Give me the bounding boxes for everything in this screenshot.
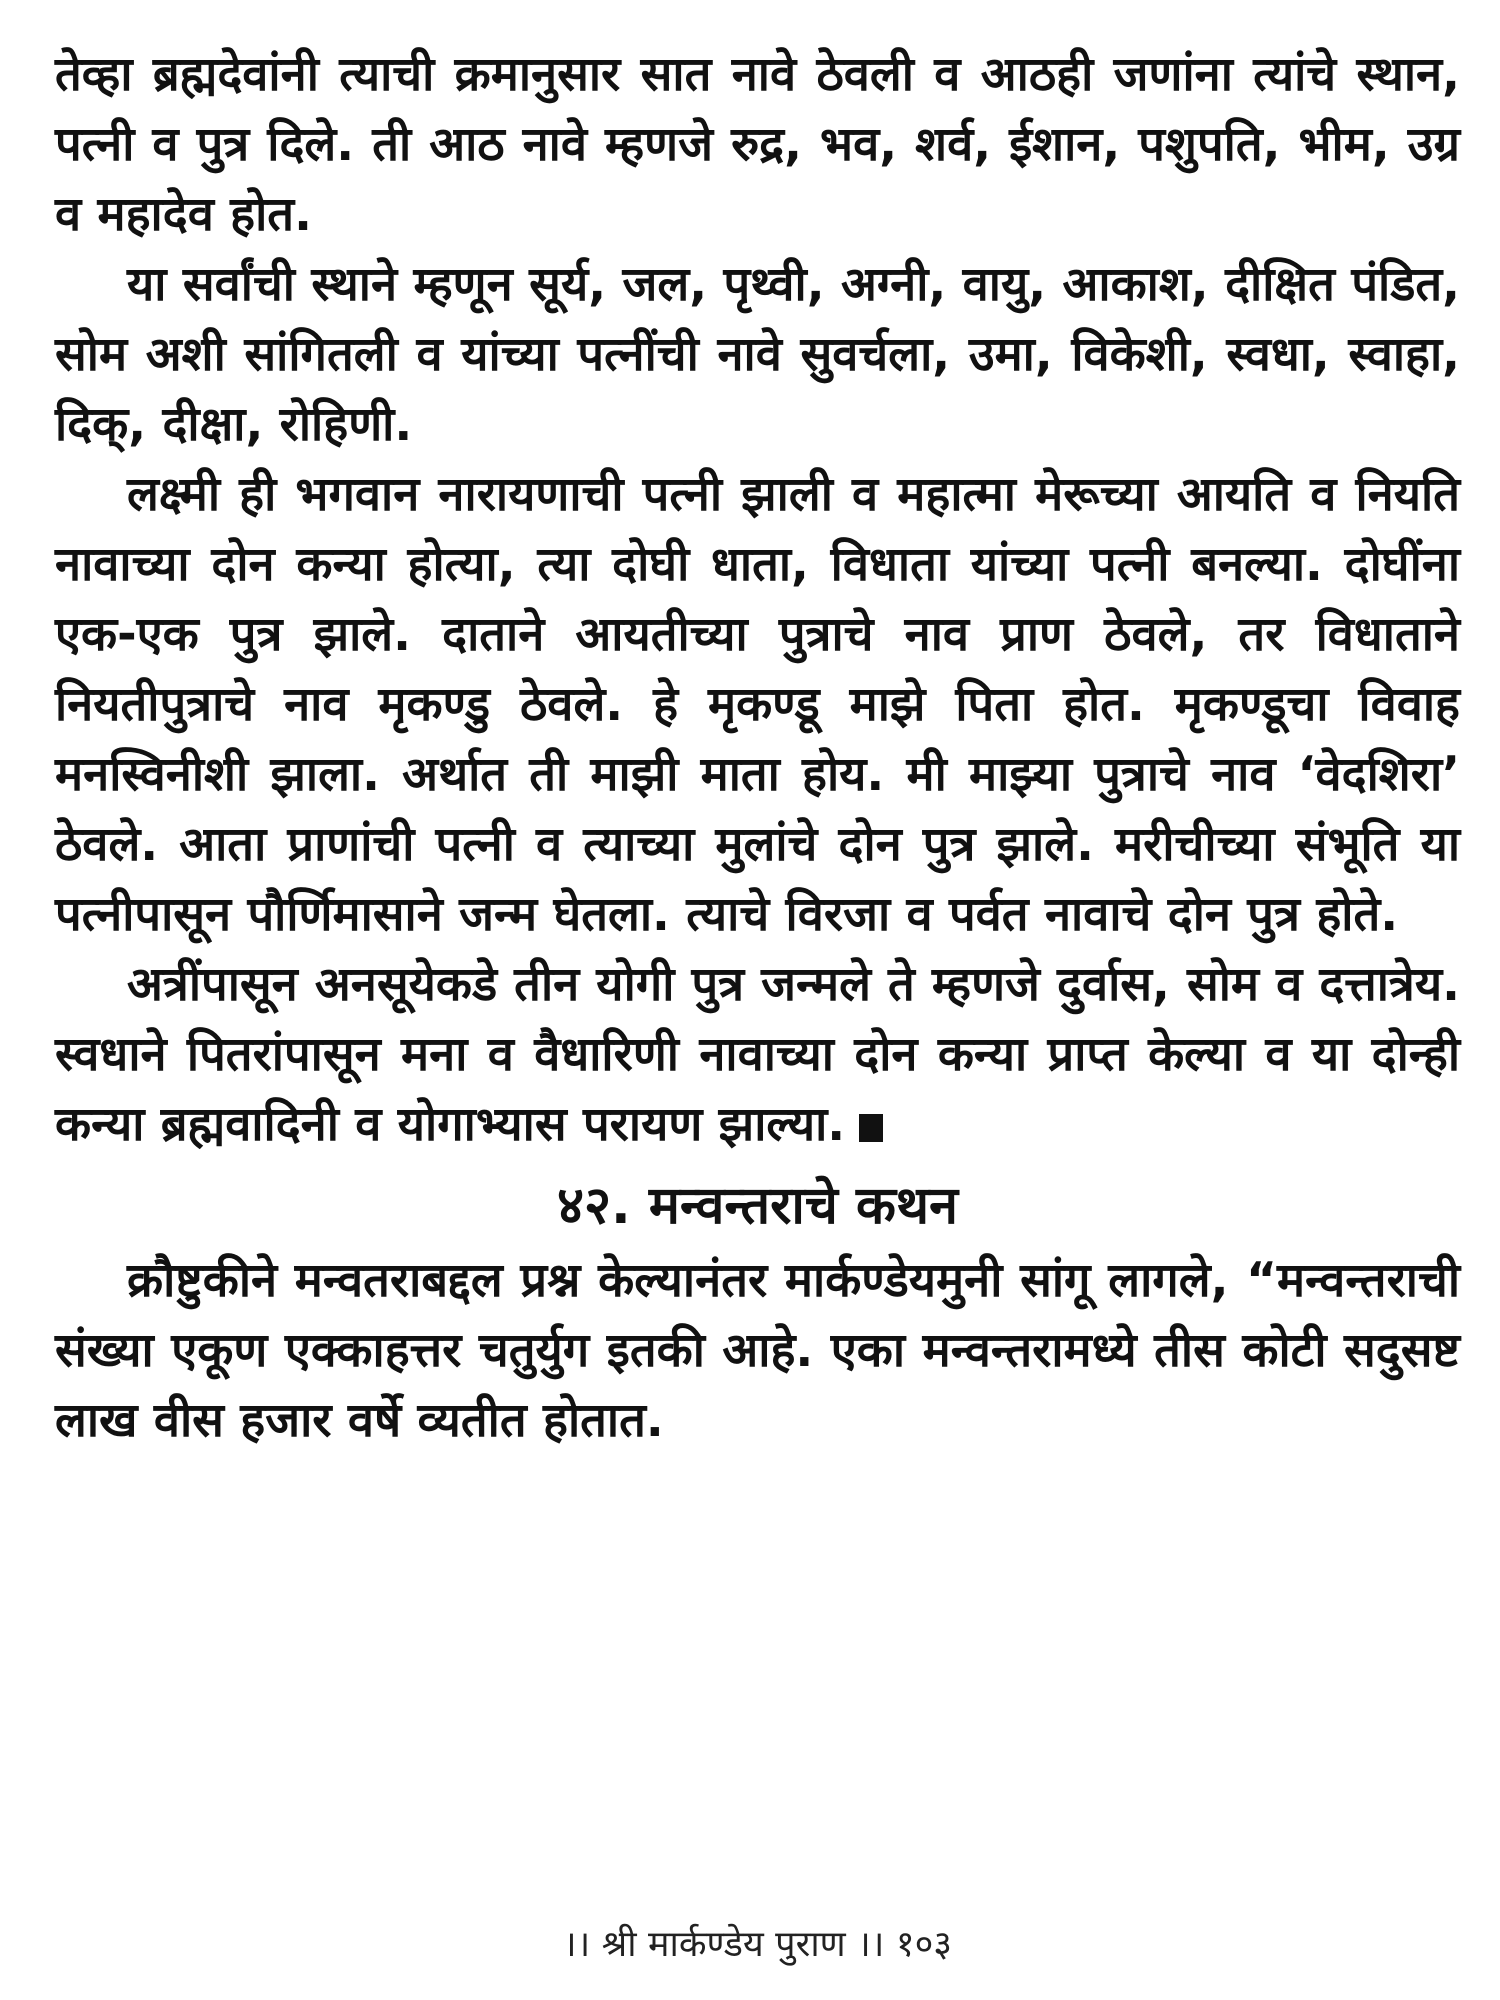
book-page xyxy=(55,40,1460,1970)
paragraph-2: या सर्वांची स्थाने म्हणून सूर्य, जल, पृथ्वी, अग्नी, वायु, आकाश, दीक्षित पंडित, सोम अशी सांगितली व यांच्या पत्नींची नावे सुवर्चला, उमा, विकेशी, स्वधा, स्वाहा, दिक्, दीक्षा, रोहिणी. xyxy=(55,257,1460,452)
end-of-section-square-icon xyxy=(859,1114,883,1142)
page-footer: ।। श्री मार्कण्डेय पुराण ।। १०३ xyxy=(562,1924,953,1965)
paragraph-1: तेव्हा ब्रह्मदेवांनी त्याची क्रमानुसार सात नावे ठेवली व आठही जणांना त्यांचे स्थान, पत्नी व पुत्र दिले. ती आठ नावे म्हणजे रुद्र, भव, शर्व, ईशान, पशुपति, भीम, उग्र व महादेव होत. xyxy=(55,47,1460,242)
paragraph-3: लक्ष्मी ही भगवान नारायणाची पत्नी झाली व महात्मा मेरूच्या आयति व नियति नावाच्या दोन कन्या होत्या, त्या दोघी धाता, विधाता यांच्या पत्नी बनल्या. दोघींना एक-एक पुत्र झाले. दाताने आयतीच्या पुत्राचे नाव प्राण ठेवले, तर विधाताने नियतीपुत्राचे नाव मृकण्डु ठेवले. हे मृकण्डू माझे पिता होत. मृकण्डूचा विवाह मनस्विनीशी झाला. अर्थात ती माझी माता होय. मी माझ्या पुत्राचे नाव ‘वेदशिरा’ ठेवले. आता प्राणांची पत्नी व त्याच्या मुलांचे दोन पुत्र झाले. मरीचीच्या संभूति या पत्नीपासून पौर्णिमासाने जन्म घेतला. त्याचे विरजा व पर्वत नावाचे दोन पुत्र होते. xyxy=(55,467,1460,942)
paragraph-4 xyxy=(55,950,1460,1160)
section-heading: ४२. मन्वन्तराचे कथन xyxy=(556,1176,959,1236)
paragraph-4-text: अत्रींपासून अनसूयेकडे तीन योगी पुत्र जन्मले ते म्हणजे दुर्वास, सोम व दत्तात्रेय. स्वधाने पितरांपासून मना व वैधारिणी नावाच्या दोन कन्या प्राप्त केल्या व या दोन्ही कन्या ब्रह्मवादिनी व योगाभ्यास परायण झाल्या. xyxy=(55,957,1460,1152)
section-paragraph: क्रौष्टुकीने मन्वतराबद्दल प्रश्न केल्यानंतर मार्कण्डेयमुनी सांगू लागले, “मन्वन्तराची संख्या एकूण एक्काहत्तर चतुर्युग इतकी आहे. एका मन्वन्तरामध्ये तीस कोटी सदुसष्ट लाख वीस हजार वर्षे व्यतीत होतात. xyxy=(55,1253,1460,1448)
